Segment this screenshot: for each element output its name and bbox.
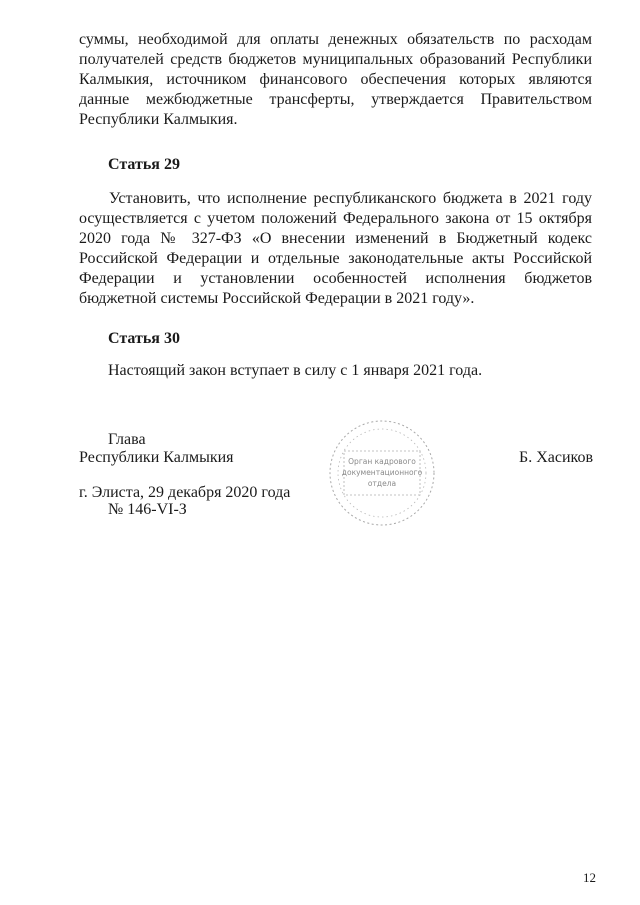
article-29-text: Установить, что исполнение республиканского бюджета в 2021 году осуществляется с учетом положений Федерального закона от 15 октября 2020 года № 327-ФЗ «О внесении изменений в Бюджетный кодекс Российской Федерации и отдельные законодательные акты Российской Федерации и установлении особенностей исполнения бюджетов бюджетной системы Российской Федерации в 2021 году».	[79, 190, 592, 307]
article-29-heading: Статья 29	[108, 156, 180, 173]
stamp-text-line-1: Орган кадрового	[348, 457, 416, 466]
law-number: № 146-VI-З	[108, 501, 187, 518]
stamp-text-line-3: отдела	[367, 479, 397, 488]
official-stamp	[323, 414, 441, 532]
stamp-seal-graphic	[323, 414, 441, 532]
article-30-heading: Статья 30	[108, 330, 180, 347]
continuation-paragraph: суммы, необходимой для оплаты денежных обязательств по расходам получателей средств бюджетов муниципальных образований Республики Калмыкия, источником финансового обеспечения которых являются данные межбюджетные трансферты, утверждается Правительством Республики Калмыкия.	[79, 31, 592, 128]
signatory-name: Б. Хасиков	[519, 449, 594, 466]
signatory-title-line-2: Республики Калмыкия	[79, 449, 234, 466]
page-number: 12	[583, 870, 596, 885]
place-and-date: г. Элиста, 29 декабря 2020 года	[79, 484, 291, 501]
stamp-text-line-2: документационного	[341, 468, 423, 477]
signatory-title-line-1: Глава	[108, 431, 146, 448]
article-30-text: Настоящий закон вступает в силу с 1 января 2021 года.	[108, 362, 483, 379]
